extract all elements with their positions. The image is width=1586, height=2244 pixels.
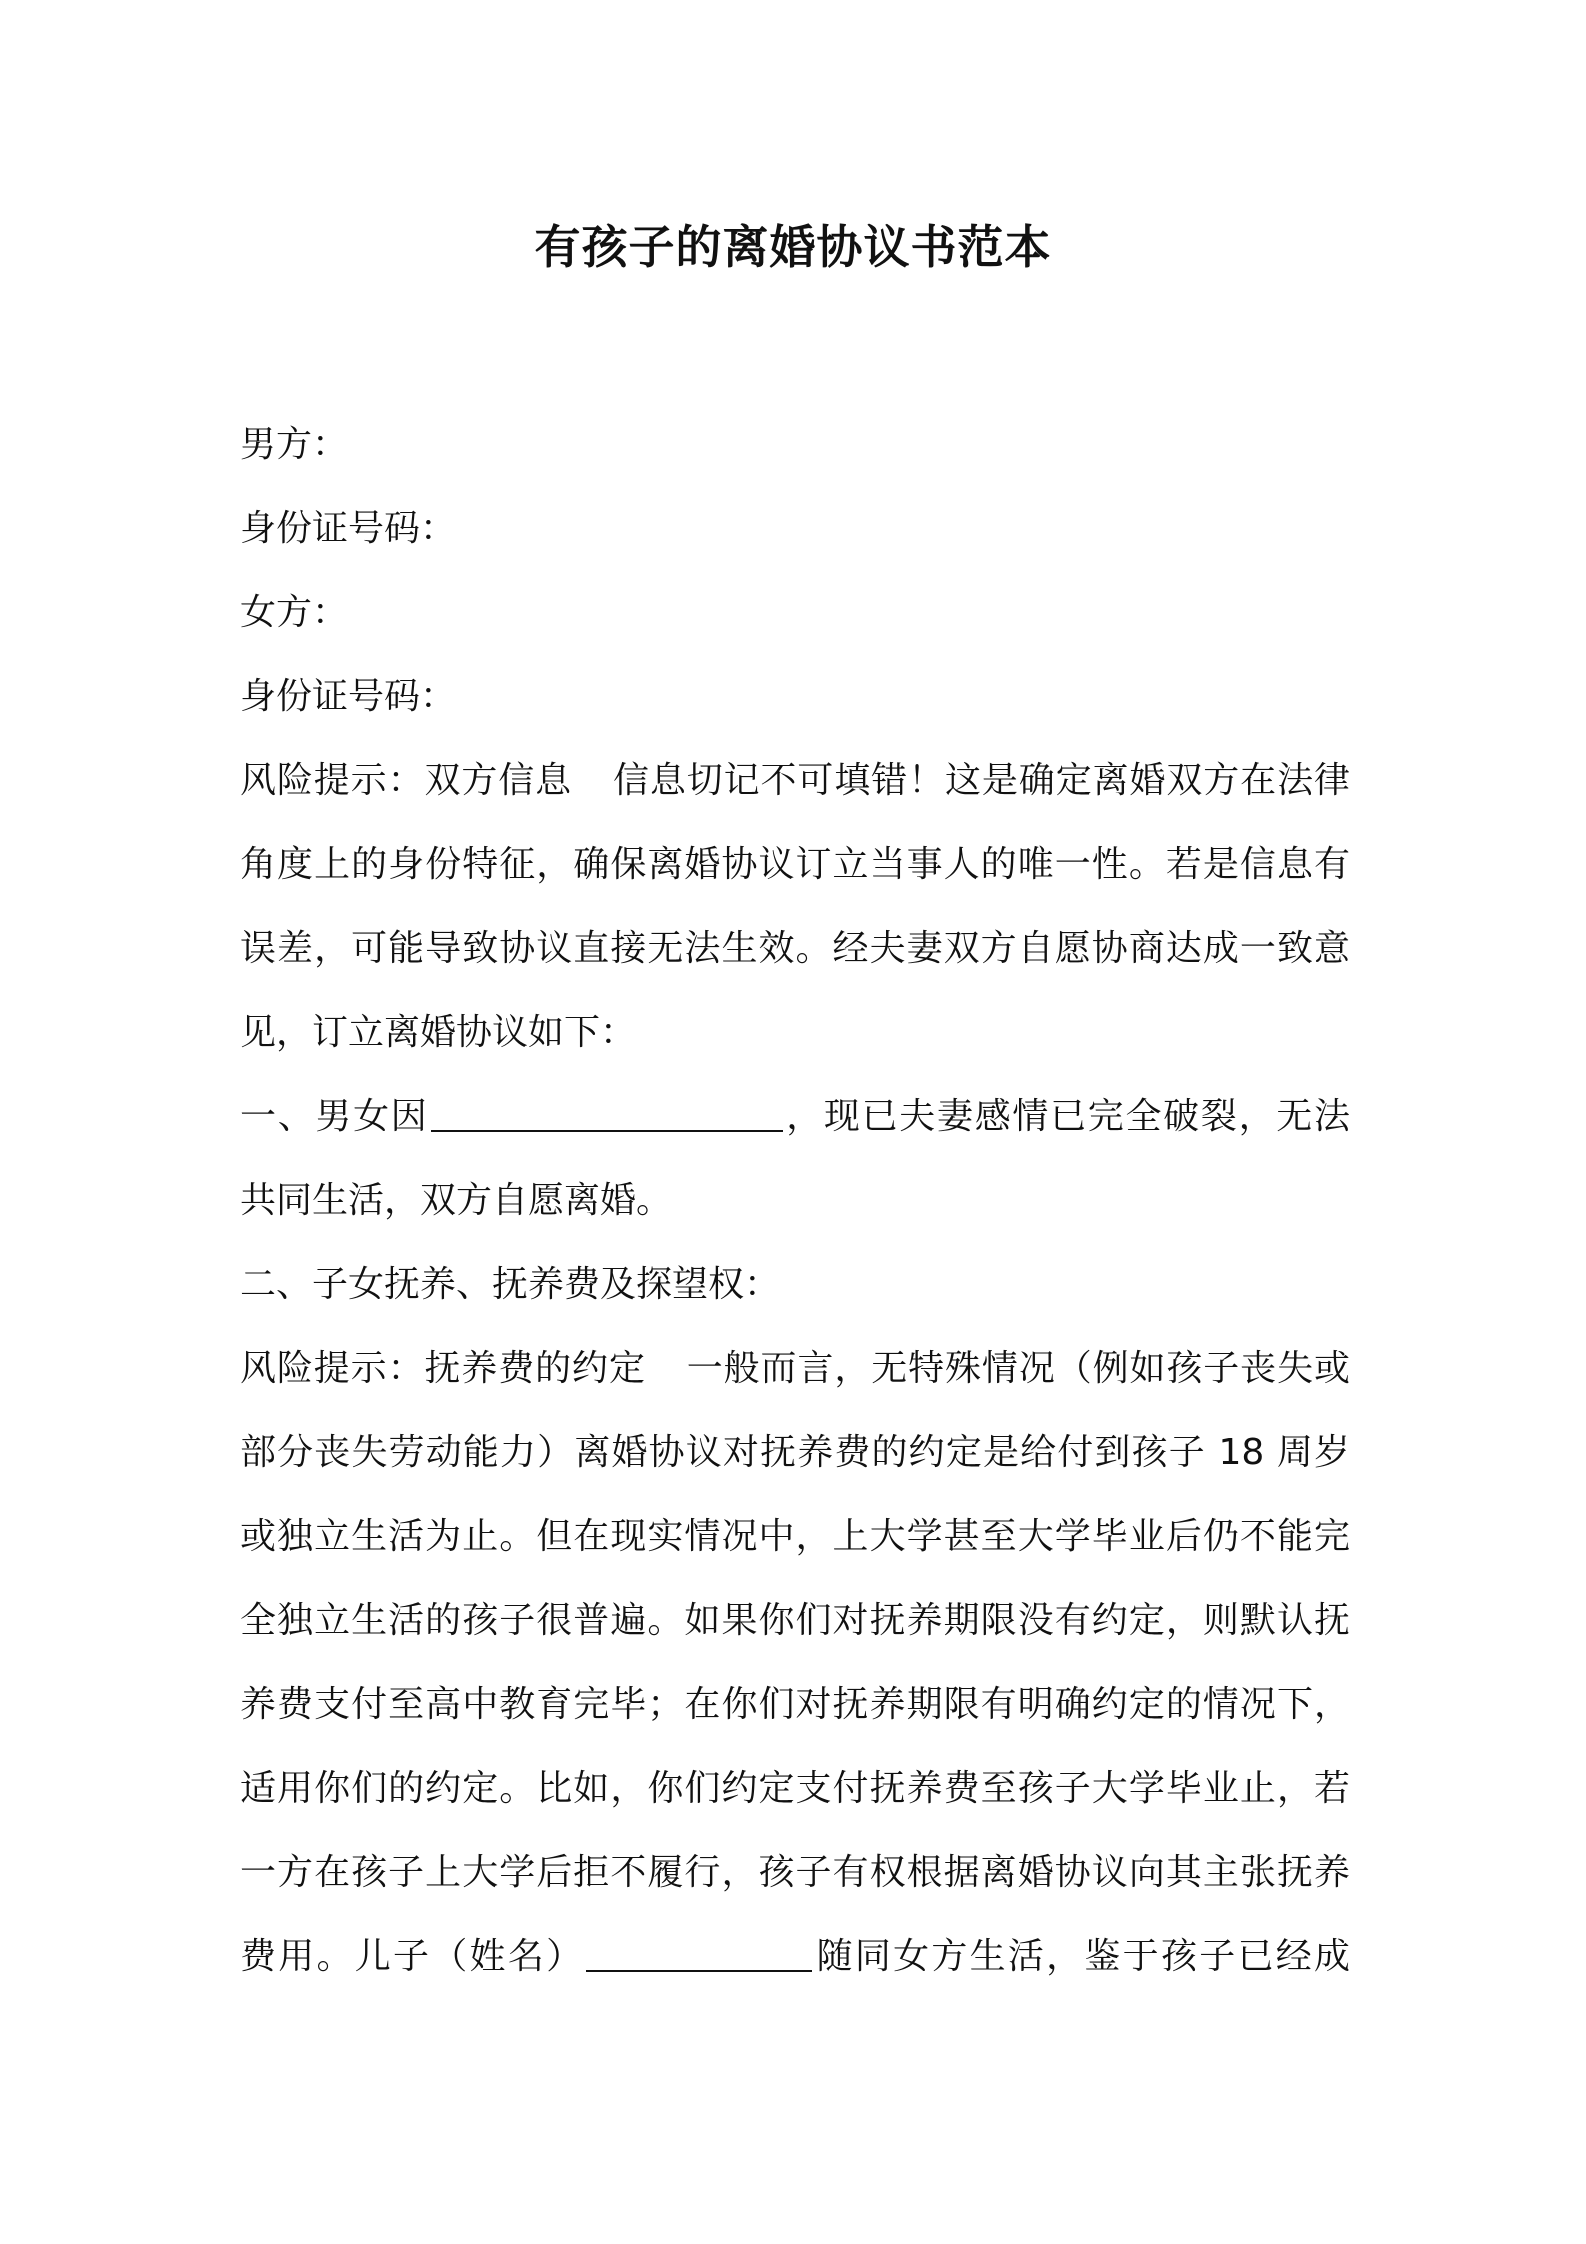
article-1-before: 一、男女因 [240,1096,429,1137]
reason-blank [431,1092,783,1132]
child-name-before: 费用。儿子（姓名） [240,1936,585,1977]
child-name-after: 随同女方生活，鉴于孩子已经成 [814,1936,1350,1977]
female-party-line: 女方： [240,592,349,633]
child-name-blank [586,1932,812,1972]
risk-notice-1-line-4: 见，订立离婚协议如下： [240,1012,637,1053]
article-1-line-2: 共同生活，双方自愿离婚。 [240,1180,673,1221]
document-title: 有孩子的离婚协议书范本 [534,220,1052,274]
risk-notice-2-text: 一般而言，无特殊情况（例如孩子丧失或 [685,1348,1350,1389]
risk-notice-1-lead: 风险提示：双方信息 [240,760,573,801]
risk-notice-2-lead: 风险提示：抚养费的约定 [240,1348,646,1389]
risk-notice-2-line-5: 养费支付至高中教育完毕；在你们对抚养期限有明确约定的情况下， [240,1684,1350,1725]
risk-notice-2-line-2: 部分丧失劳动能力）离婚协议对抚养费的约定是给付到孩子 18 周岁 [240,1432,1350,1473]
male-party-line: 男方： [240,424,349,465]
male-id-line: 身份证号码： [240,508,457,549]
article-1-line-1 [240,1075,1350,1159]
risk-notice-2-line-7: 一方在孩子上大学后拒不履行，孩子有权根据离婚协议向其主张抚养 [240,1852,1350,1893]
risk-notice-1-line-3: 误差，可能导致协议直接无法生效。经夫妻双方自愿协商达成一致意 [240,928,1350,969]
female-id-line: 身份证号码： [240,676,457,717]
risk-notice-2-line-4: 全独立生活的孩子很普遍。如果你们对抚养期限没有约定，则默认抚 [240,1600,1350,1641]
document-body [240,403,1350,1999]
risk-notice-2-line-1 [240,1327,1350,1411]
risk-notice-2-line-8 [240,1915,1350,1999]
article-1-after: ，现已夫妻感情已完全破裂，无法 [784,1096,1350,1137]
risk-notice-2-line-6: 适用你们的约定。比如，你们约定支付抚养费至孩子大学毕业止，若 [240,1768,1350,1809]
risk-notice-1-line-2: 角度上的身份特征，确保离婚协议订立当事人的唯一性。若是信息有 [240,844,1350,885]
risk-notice-1-text: 信息切记不可填错！这是确定离婚双方在法律 [612,760,1350,801]
article-2-heading: 二、子女抚养、抚养费及探望权： [240,1264,781,1305]
risk-notice-1-line-1 [240,739,1350,823]
risk-notice-2-line-3: 或独立生活为止。但在现实情况中，上大学甚至大学毕业后仍不能完 [240,1516,1350,1557]
